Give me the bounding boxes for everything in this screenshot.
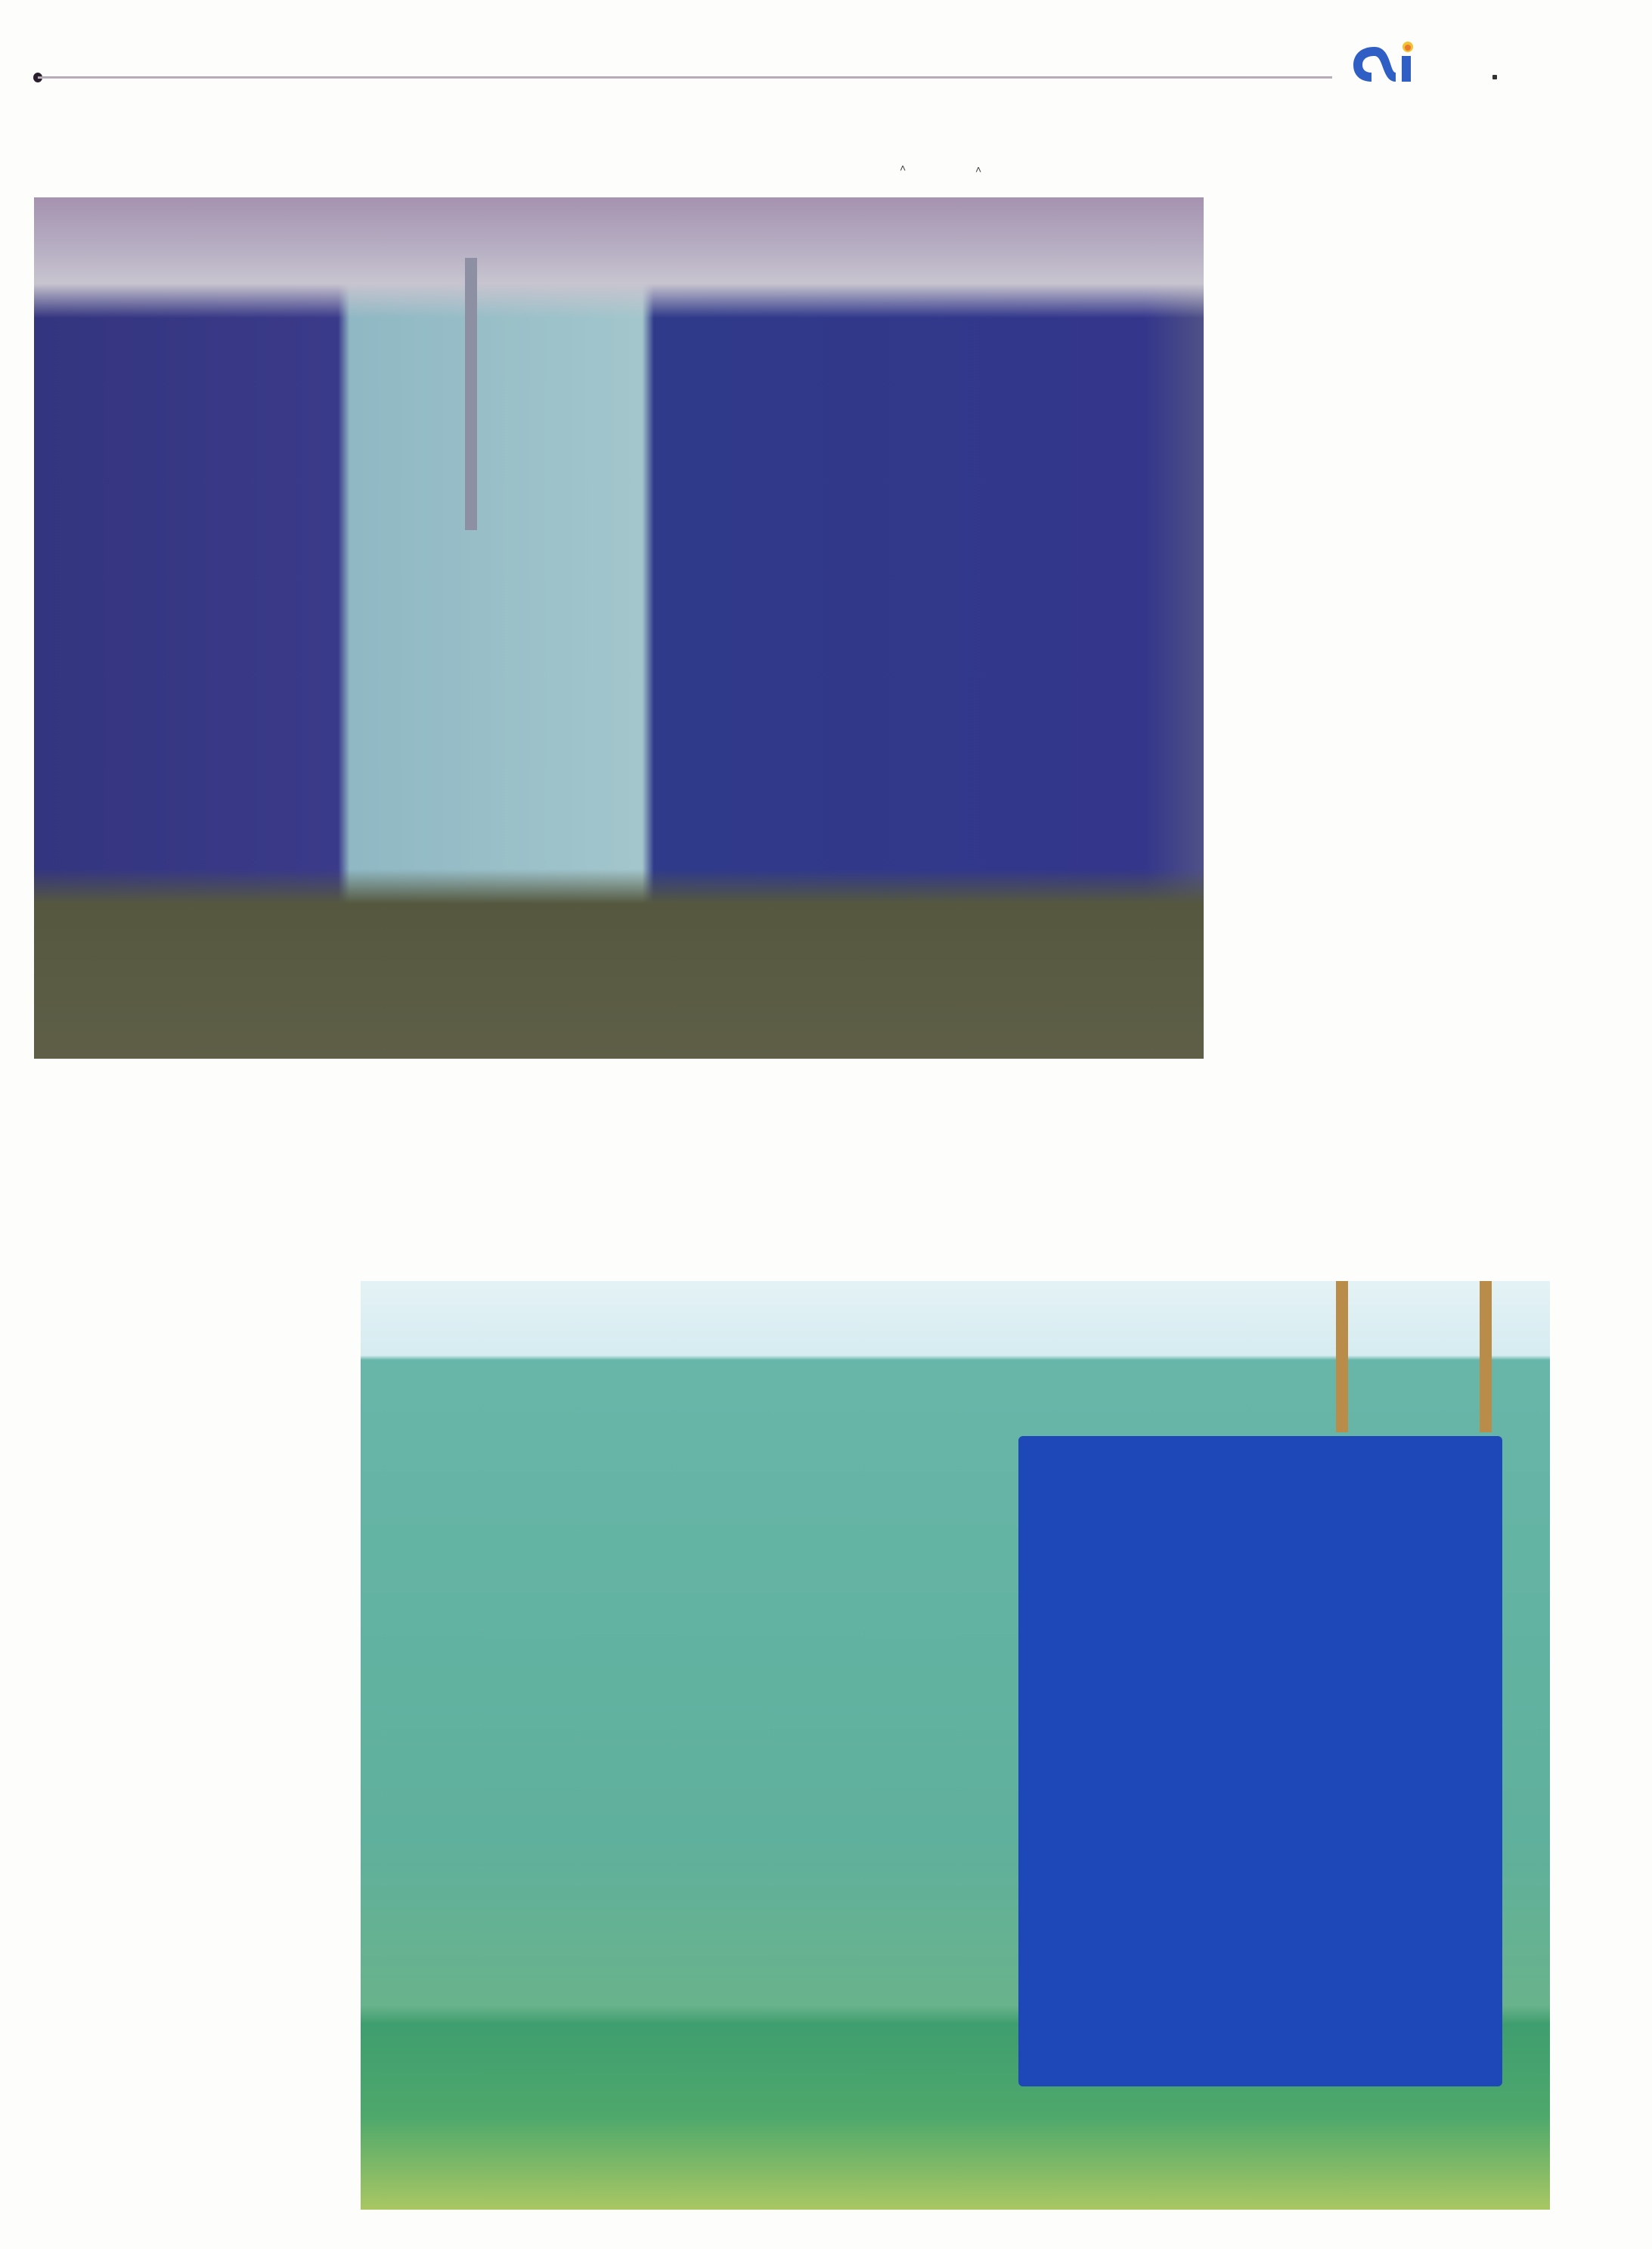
text-line: [42, 1197, 461, 1239]
scan-speck: ˄: [900, 162, 907, 174]
wall-bars: [1336, 1281, 1348, 1432]
article-column-left-top: [42, 1073, 541, 1280]
wall-bars: [1480, 1281, 1492, 1432]
blue-gym-mat: [1018, 1436, 1502, 2086]
header-rule: [38, 76, 1332, 79]
text-line: [42, 1115, 461, 1156]
scan-speck: ˄: [975, 163, 982, 175]
text-line: [42, 1156, 461, 1197]
text-line: [42, 1073, 461, 1115]
team-photo-malisia: [34, 197, 1204, 1059]
gym-pole: [465, 258, 477, 530]
csi-logo-icon: [1352, 41, 1418, 83]
text-line: [42, 1238, 461, 1280]
logo-dot: [1492, 75, 1497, 79]
csi-valle-camonica-logo: [1352, 38, 1579, 121]
team-photo-pasini: [361, 1281, 1550, 2210]
